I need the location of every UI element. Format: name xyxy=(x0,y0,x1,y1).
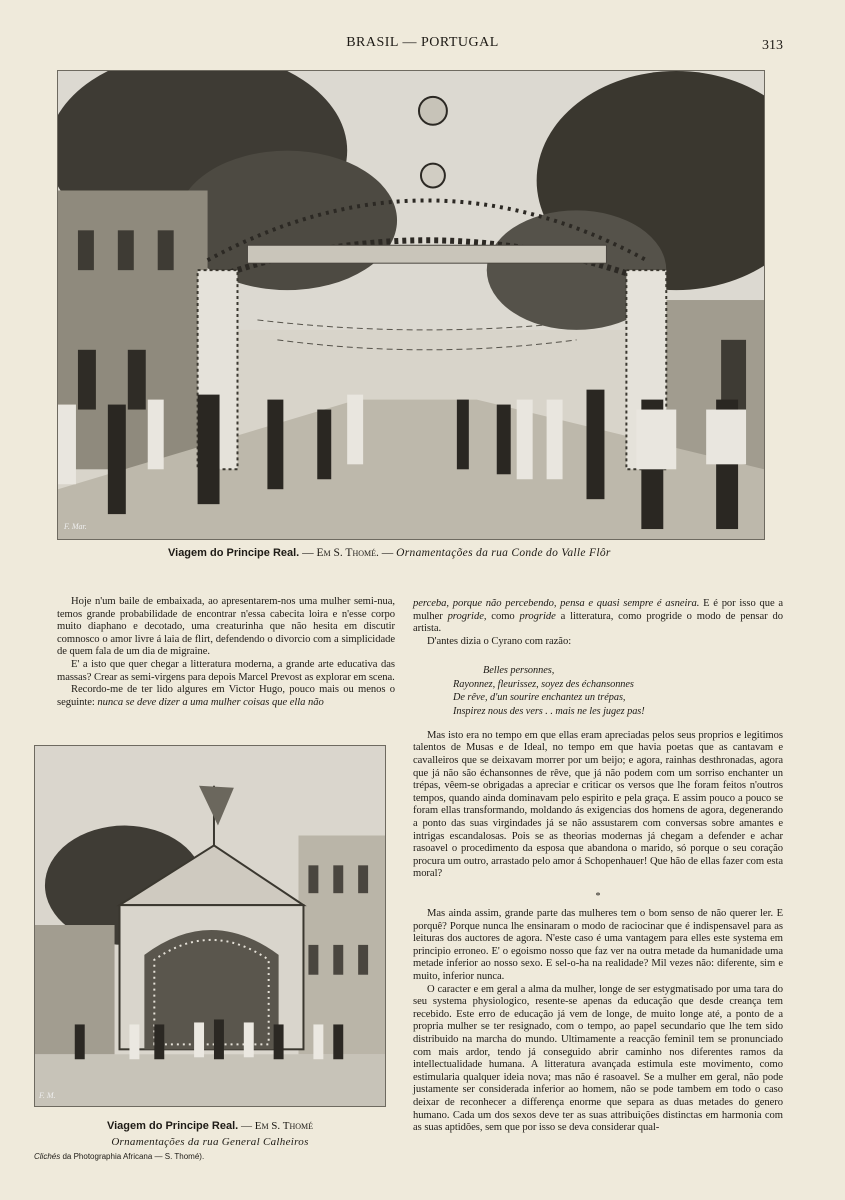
caption-bottom-title: Viagem do Principe Real. xyxy=(106,1120,239,1132)
poem-line: Inspirez nous des vers . . mais ne les jugez pas! xyxy=(453,705,645,717)
paragraph-text: a litteratura, como progride o modo de pensar do artista. xyxy=(413,610,783,635)
quote-italic: perceba, porque não percebendo, pensa e quasi sempre é asneira. xyxy=(413,598,700,609)
poem-line: De rêve, d'un sourire enchantez un trépas, xyxy=(453,692,626,704)
caption-top-title: Viagem do Principe Real. xyxy=(168,547,300,559)
paragraph-text: como xyxy=(491,610,515,622)
photographer-signature: F. Mar. xyxy=(64,522,87,531)
paragraph: O caracter e em geral a alma da mulher, longe de ser estygmatisado por uma tara do seu systema physiologico, resente-se apenas da educação que desde creança tem recebido. Este erro de educação já vem de longe, de muito longe até, a ponto de a propria mulher se ter resignado, com o tempo, ao papel secundario que lhe tem sido distribuido na marcha do mundo. Ultimamente a reacção feminil tem se pronunciado com mais ardor, tendo já conseguido abrir caminho nos diferentes ramos da intellectualidade humana. A litteratura avançada estimula este movimento, como estimularia qualquer ideia nova; mas não é rasoavel. Se a mulher em geral, não pode justamente ser considerada inferior ao homem, não se pode tambem em todo o caso deixar de reconhecer a differença enorme que separa as duas metades do genero humano. Cada um dos sexos deve ter as suas attribuições distinctas em harmonia com as suas aptidões, sem que por isso se deva considerar qual- xyxy=(413,983,783,1134)
caption-top xyxy=(168,547,688,559)
paragraph: E' a isto que quer chegar a litteratura moderna, a grande arte educativa das massas? Crear as semi-virgens para depois Marcel Prevost as explorar em scena. xyxy=(57,658,395,683)
photo-street-arch xyxy=(57,70,765,540)
photo-credit xyxy=(34,1151,386,1163)
running-header: BRASIL — PORTUGAL xyxy=(346,35,499,50)
caption-bottom-line1 xyxy=(34,1119,386,1135)
paragraph: Hoje n'um baile de embaixada, ao apresentarem-nos uma mulher semi-nua, temos grande probabilidade de encontrar n'essa cabecita loira e n'esse corpo muito diaphano e decotado, uma creaturinha que não hesita em discutir comnosco o amor livre á laia de flirt, defendendo o divorcio com a simplicidade de quem fala de um dia de migraine. xyxy=(57,596,395,658)
paragraph-text: E é por isso que a mulher xyxy=(413,598,784,622)
quote-italic: nunca se deve dizer a uma mulher coisas que ella não xyxy=(97,696,324,708)
emphasis-italic: progride xyxy=(519,610,556,622)
paragraph: D'antes dizia o Cyrano com razão: xyxy=(427,635,572,647)
text-column-right-continued xyxy=(413,908,783,1135)
poem-line: Belles personnes, xyxy=(483,665,555,677)
paragraph: Mas ainda assim, grande parte das mulheres tem o bom senso de não querer ler. E porquê? Porque nunca lhe ensinaram o modo de raciocinar que é indispensavel para as leituras dos auctores de agora. N'este caso é uma vantagem para elles este systema em principio erroneo. E' o egoismo nosso que faz ver na outra metade da humanidade uma metade inferior ao nosso sexo. E sel-o-ha na realidade? Mil vezes não: diferente, sim e muito, inferior nunca. xyxy=(413,908,783,982)
text-column-right xyxy=(413,598,783,903)
paragraph xyxy=(57,684,395,709)
emphasis-italic: progride, xyxy=(447,610,487,622)
arcade-illustration xyxy=(35,746,385,1106)
street-arch-illustration xyxy=(58,71,764,539)
caption-top-location: — Em S. Thomé. — xyxy=(302,547,394,559)
photo-credit-text: da Photographia Africana — S. Thomé). xyxy=(62,1151,205,1161)
page-number: 313 xyxy=(762,38,783,53)
poem-quote xyxy=(453,664,783,718)
paragraph xyxy=(413,598,783,636)
text-column-left xyxy=(57,596,395,709)
caption-bottom-description: Ornamentações da rua General Calheiros xyxy=(111,1135,309,1148)
photo-credit-italic: Clichés xyxy=(34,1151,61,1161)
paragraph: Mas isto era no tempo em que ellas eram apreciadas pelos seus proprios e legitimos talentos de Musas e de Ideal, no tempo em que havia poetas que as cantavam e cavalleiros que se deixavam morrer por um beijo; e agora, rainhas desthronadas, agora que já não são échansonnes de rêve, que já não podem com um sorriso enchanter un trépas, vêem-se obrigadas a apreciar e criticar os versos que lhe foram feitos n'outros tempos, quando ainda dominavam pelo espirito e pela graça. E assim pouco a pouco se foram ellas transformando, moldando ás exigencias dos homens de agora, degenerando a ponto das suas virgindades já se não assustarem com conversas sobre amantes e intrigas escandalosas. Pois se as theorias modernas já chegam a defender e achar rasoavel o procedimento da esposa que abandona o marido, só porque o seu coração procura um outro, arrastado pelo amor á Schopenhauer! Que hão de ellas fazer com esta moral? xyxy=(413,729,783,880)
photographer-signature: F. M. xyxy=(39,1091,56,1100)
section-separator: * xyxy=(595,891,601,902)
paragraph-text: Recordo-me de ter lido algures em Victor Hugo, pouco mais ou menos o seguinte: xyxy=(57,684,395,708)
caption-top-description: Ornamentações da rua Conde do Valle Flôr xyxy=(396,547,611,559)
caption-bottom-location: — Em S. Thomé xyxy=(240,1120,313,1132)
poem-line: Rayonnez, fleurissez, soyez des échansonnes xyxy=(453,678,634,690)
caption-bottom xyxy=(34,1119,386,1162)
photo-arcade-street xyxy=(34,745,386,1107)
